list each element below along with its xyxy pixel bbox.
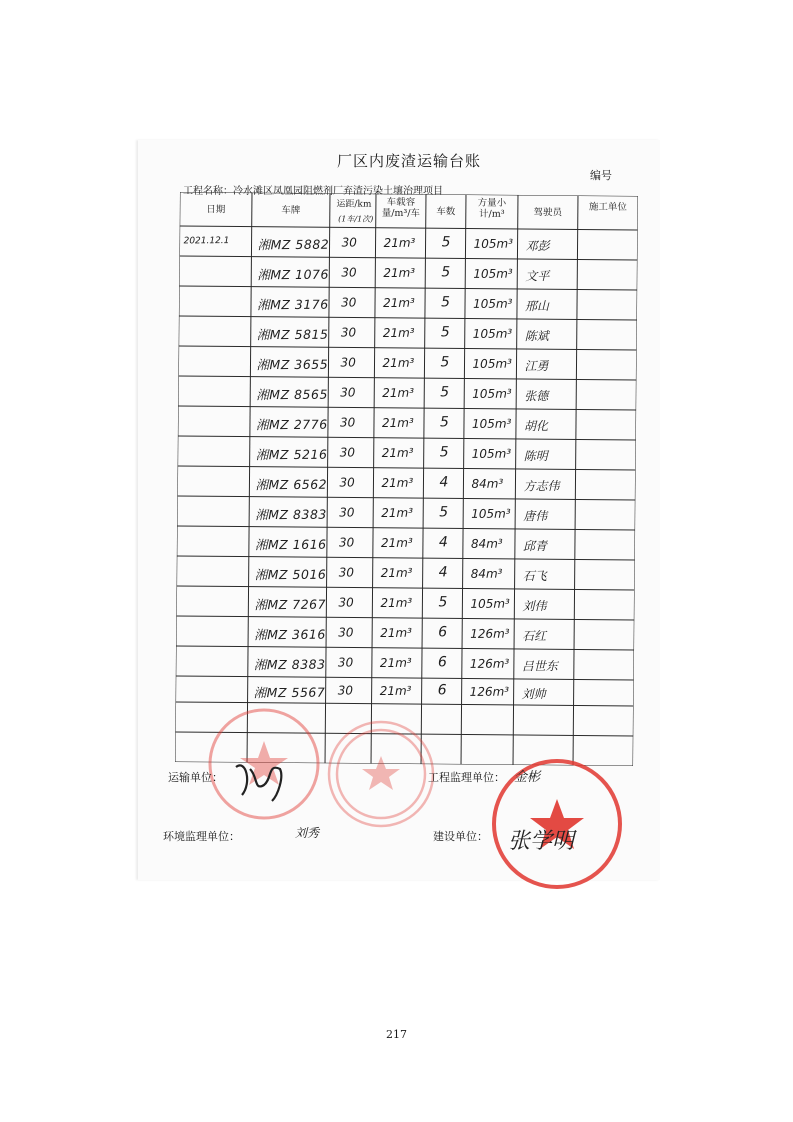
row-capacity: 21m³: [381, 415, 414, 431]
row-plate: 湘MZ 3616: [254, 626, 326, 643]
row-subtotal: 126m³: [469, 684, 510, 699]
row-plate: 湘MZ 6562: [255, 476, 328, 493]
row-plate: 湘MZ 5016: [254, 566, 327, 583]
transport-signature: [228, 755, 290, 805]
row-plate: 湘MZ 8383: [253, 656, 326, 673]
header-distance: 运距/km: [336, 199, 372, 210]
row-capacity: 21m³: [381, 445, 414, 461]
row-capacity: 21m³: [380, 625, 413, 641]
row-plate: 湘MZ 5882: [257, 236, 330, 253]
row-plate: 湘MZ 8565: [256, 386, 328, 403]
row-distance: 30: [341, 235, 357, 250]
first-date: 2021.12.1: [183, 236, 230, 247]
row-subtotal: 126m³: [469, 656, 510, 671]
row-subtotal: 105m³: [471, 416, 512, 431]
row-driver: 石红: [522, 629, 547, 644]
row-driver: 刘伟: [522, 599, 547, 614]
row-trips: 5: [441, 264, 451, 281]
project-name: 工程名称：冷水滩区凤凰园阻燃剂厂弃渣污染土壤治理项目: [183, 186, 443, 197]
row-trips: 6: [438, 624, 448, 641]
row-driver: 邱青: [522, 539, 548, 554]
row-distance: 30: [337, 655, 354, 670]
environmental-supervisor-signature: 刘秀: [295, 826, 320, 840]
row-driver: 江勇: [524, 359, 549, 374]
row-plate: 湘MZ 5815: [256, 326, 329, 343]
page-title: 厂区内废渣运输台账: [337, 152, 482, 170]
header-driver: 驾驶员: [533, 207, 563, 219]
row-trips: 5: [441, 234, 451, 251]
row-trips: 5: [440, 354, 450, 371]
row-distance: 30: [338, 535, 355, 550]
header-capacity: 车载容量/m³/车: [381, 196, 420, 220]
row-trips: 5: [438, 594, 448, 611]
engineering-supervisor-signature: 金彬: [514, 770, 541, 785]
transport-unit-label: 运输单位：: [168, 771, 223, 784]
row-subtotal: 105m³: [473, 266, 513, 281]
row-distance: 30: [340, 385, 356, 400]
row-driver: 吕世东: [521, 659, 558, 674]
row-capacity: 21m³: [380, 535, 413, 551]
row-distance: 30: [339, 505, 355, 520]
row-capacity: 21m³: [379, 683, 412, 699]
row-driver: 邢山: [524, 299, 550, 314]
row-capacity: 21m³: [380, 565, 413, 581]
row-trips: 4: [438, 564, 448, 581]
row-distance: 30: [339, 415, 356, 430]
row-driver: 唐伟: [523, 509, 548, 524]
row-subtotal: 84m³: [471, 476, 504, 491]
engineering-supervisor-label: 工程监理单位：: [428, 771, 505, 784]
row-plate: 湘MZ 5216: [255, 446, 328, 463]
header-contractor: 施工单位: [588, 201, 627, 213]
row-driver: 石飞: [522, 569, 547, 584]
header-trips: 车数: [436, 206, 456, 218]
row-trips: 5: [440, 384, 450, 401]
row-subtotal: 105m³: [472, 356, 512, 371]
row-subtotal: 105m³: [470, 596, 510, 611]
row-distance: 30: [338, 565, 355, 580]
row-driver: 陈明: [523, 449, 548, 464]
row-capacity: 21m³: [382, 355, 415, 371]
row-trips: 5: [440, 324, 450, 341]
row-plate: 湘MZ 3176: [256, 296, 329, 313]
row-capacity: 21m³: [383, 235, 416, 251]
construction-unit-label: 建设单位：: [433, 830, 488, 843]
row-driver: 方志伟: [523, 479, 560, 494]
row-distance: 30: [338, 625, 354, 640]
row-subtotal: 105m³: [472, 386, 512, 401]
row-distance: 30: [338, 595, 354, 610]
row-distance: 30: [340, 295, 357, 310]
row-capacity: 21m³: [382, 385, 415, 401]
row-trips: 5: [439, 414, 449, 431]
row-plate: 湘MZ 2776: [255, 416, 328, 433]
row-trips: 5: [439, 504, 449, 521]
row-driver: 陈斌: [524, 329, 549, 344]
row-distance: 30: [339, 475, 355, 490]
row-distance: 30: [341, 265, 357, 280]
row-plate: 湘MZ 7267: [254, 596, 327, 613]
row-driver: 文平: [525, 269, 550, 284]
row-subtotal: 105m³: [472, 326, 513, 341]
row-plate: 湘MZ 1076: [257, 266, 329, 283]
row-subtotal: 126m³: [470, 626, 510, 641]
row-subtotal: 105m³: [471, 446, 512, 461]
row-distance: 30: [337, 683, 353, 698]
row-capacity: 21m³: [381, 505, 414, 521]
environmental-supervisor-label: 环境监理单位：: [163, 830, 240, 843]
row-subtotal: 84m³: [470, 566, 503, 581]
row-capacity: 21m³: [380, 595, 413, 611]
row-distance: 30: [340, 355, 356, 370]
row-trips: 6: [437, 654, 447, 671]
row-capacity: 21m³: [381, 475, 414, 491]
serial-number-label: 编号: [590, 169, 612, 182]
waste-transport-table: [175, 192, 638, 766]
row-driver: 刘帅: [521, 687, 546, 702]
row-subtotal: 105m³: [472, 296, 513, 311]
row-subtotal: 105m³: [473, 236, 514, 251]
environmental-supervisor-stamp: [325, 718, 437, 830]
row-driver: 张德: [524, 389, 549, 404]
row-trips: 4: [439, 474, 449, 491]
header-subtotal: 方量小计/m³: [477, 197, 507, 220]
row-trips: 5: [439, 444, 449, 461]
header-plate: 车牌: [281, 204, 301, 217]
row-subtotal: 105m³: [471, 506, 511, 521]
row-trips: 6: [437, 682, 447, 699]
header-distance-note: (1车/1次): [338, 214, 374, 224]
row-driver: 邓彭: [525, 239, 550, 254]
row-trips: 5: [440, 294, 451, 311]
page-number: 217: [386, 1028, 407, 1041]
row-distance: 30: [340, 325, 357, 340]
row-capacity: 21m³: [379, 655, 412, 671]
row-capacity: 21m³: [382, 325, 415, 341]
row-trips: 4: [438, 534, 448, 551]
row-distance: 30: [339, 445, 356, 460]
row-plate: 湘MZ 5567: [253, 684, 326, 701]
header-date: 日期: [206, 204, 226, 216]
row-plate: 湘MZ 3655: [256, 356, 329, 373]
row-plate: 湘MZ 8383: [255, 506, 327, 523]
row-plate: 湘MZ 1616: [254, 536, 327, 553]
row-capacity: 21m³: [383, 265, 416, 281]
construction-unit-signature: 张学明: [508, 829, 575, 854]
row-driver: 胡化: [523, 419, 549, 434]
row-subtotal: 84m³: [470, 536, 503, 551]
row-capacity: 21m³: [382, 295, 415, 311]
